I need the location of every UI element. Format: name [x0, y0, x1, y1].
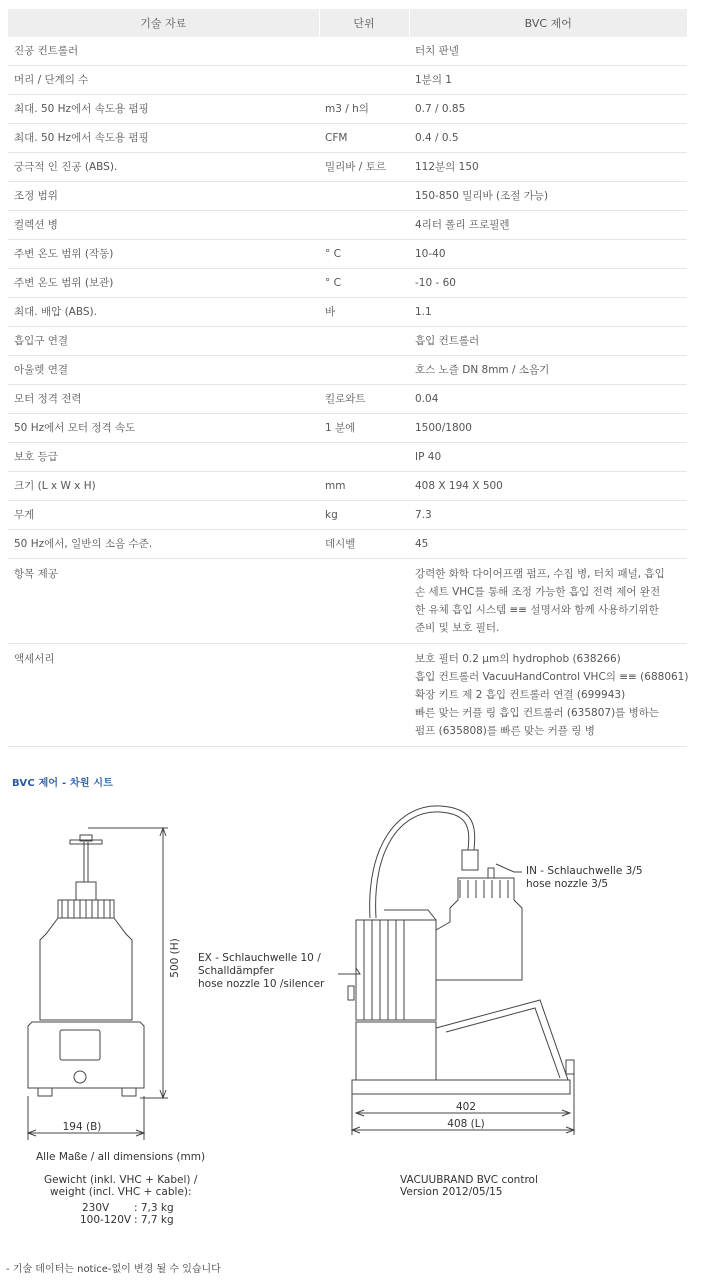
table-cell-param: 아울렛 연결 [8, 356, 319, 385]
footnote: - 기술 데이터는 notice-없이 변경 될 수 있습니다 [6, 1264, 221, 1275]
table-cell-param: 50 Hz에서, 일반의 소음 수준. [8, 530, 319, 559]
weight-label-2: weight (incl. VHC + cable): [50, 1186, 192, 1198]
table-header-row [8, 9, 687, 37]
table-cell-unit: 바 [319, 298, 409, 327]
table-row [8, 37, 687, 66]
table-cell-param: 보호 등급 [8, 443, 319, 472]
table-cell-value: 0.7 / 0.85 [409, 95, 687, 124]
dimension-drawing [0, 790, 701, 1250]
table-row [8, 298, 687, 327]
weight-100-voltage: 100-120V [80, 1214, 132, 1226]
table-cell-unit: 킬로와트 [319, 385, 409, 414]
table-cell-unit: 1 분에 [319, 414, 409, 443]
table-cell-unit: m3 / h의 [319, 95, 409, 124]
front-view-pump [28, 835, 144, 1096]
header-spec: 기술 자료 [8, 9, 319, 37]
table-row [8, 182, 687, 211]
table-cell-unit [319, 182, 409, 211]
table-row [8, 66, 687, 95]
table-cell-value [409, 644, 687, 747]
in-nozzle-label-2: hose nozzle 3/5 [526, 878, 609, 890]
items-line: 한 유체 흡입 시스템 ≡≡ 설명서와 함께 사용하기위한 [415, 604, 659, 616]
table-cell-param: 주변 온도 범위 (보관) [8, 269, 319, 298]
version-label-2: Version 2012/05/15 [400, 1186, 503, 1198]
accessory-line: 흡입 컨트롤러 VacuuHandControl VHC의 ≡≡ (688061) [415, 671, 689, 683]
table-cell-param: 머리 / 단계의 수 [8, 66, 319, 95]
table-cell-param: 주변 온도 범위 (작동) [8, 240, 319, 269]
table-cell-value: 10-40 [409, 240, 687, 269]
header-unit: 단위 [319, 9, 409, 37]
table-cell-value: 흡입 컨트롤러 [409, 327, 687, 356]
accessory-line: 빠른 맞는 커플 링 흡입 컨트롤러 (635807)를 병하는 [415, 707, 660, 719]
items-line: 손 세트 VHC를 통해 조정 가능한 흡입 전력 제어 완전 [415, 586, 661, 598]
dim-width-label: 194 (B) [62, 1121, 102, 1133]
items-line: 준비 및 보호 필터. [415, 622, 500, 634]
table-cell-value: 4리터 폴리 프로필렌 [409, 211, 687, 240]
table-cell-param: 크기 (L x W x H) [8, 472, 319, 501]
table-cell-value: 45 [409, 530, 687, 559]
header-model: BVC 제어 [409, 9, 687, 37]
table-cell-value: 터치 판넬 [409, 37, 687, 66]
table-cell-value: 1500/1800 [409, 414, 687, 443]
table-row-items-supplied [8, 559, 687, 644]
table-cell-param: 최대. 50 Hz에서 속도용 펌핑 [8, 124, 319, 153]
table-cell-value: 112분의 150 [409, 153, 687, 182]
table-cell-value: 호스 노즐 DN 8mm / 소음기 [409, 356, 687, 385]
table-cell-value: 1.1 [409, 298, 687, 327]
table-cell-param: 컬렉션 병 [8, 211, 319, 240]
table-row [8, 124, 687, 153]
table-cell-unit [319, 37, 409, 66]
table-cell-unit [319, 443, 409, 472]
table-cell-value: 1분의 1 [409, 66, 687, 95]
items-line: 강력한 화학 다이어프램 펌프, 수집 병, 터치 패널, 흡입 [415, 568, 665, 580]
width-dimension [28, 1096, 144, 1140]
table-cell-value: 408 X 194 X 500 [409, 472, 687, 501]
table-row [8, 472, 687, 501]
table-cell-value: 0.4 / 0.5 [409, 124, 687, 153]
table-cell-param: 무게 [8, 501, 319, 530]
table-row [8, 95, 687, 124]
table-row [8, 530, 687, 559]
table-cell-param: 모터 정격 전력 [8, 385, 319, 414]
table-cell-value [409, 559, 687, 644]
version-label-1: VACUUBRAND BVC control [400, 1174, 538, 1186]
table-row [8, 211, 687, 240]
table-cell-value: 7.3 [409, 501, 687, 530]
ex-nozzle-label-2: Schalldämpfer [198, 965, 274, 977]
table-cell-param: 흡입구 연결 [8, 327, 319, 356]
table-cell-param: 항목 제공 [8, 559, 319, 644]
all-dimensions-note: Alle Maße / all dimensions (mm) [36, 1151, 206, 1163]
table-cell-unit [319, 644, 409, 747]
table-row [8, 327, 687, 356]
spec-table [8, 9, 687, 747]
table-cell-unit: 데시벨 [319, 530, 409, 559]
dim-402-label: 402 [455, 1101, 477, 1113]
table-cell-param: 진공 컨트롤러 [8, 37, 319, 66]
side-view-pump [348, 806, 574, 1094]
table-row [8, 269, 687, 298]
weight-100-value: : 7,7 kg [134, 1214, 174, 1226]
table-cell-unit [319, 559, 409, 644]
table-cell-value: 0.04 [409, 385, 687, 414]
leader-lines [338, 864, 522, 974]
weight-label-1: Gewicht (inkl. VHC + Kabel) / [44, 1174, 198, 1186]
table-row [8, 414, 687, 443]
weight-230-value: : 7,3 kg [134, 1202, 174, 1214]
table-body [8, 37, 687, 747]
table-cell-unit: CFM [319, 124, 409, 153]
ex-nozzle-label-1: EX - Schlauchwelle 10 / [198, 952, 321, 964]
dim-height-label: 500 (H) [169, 938, 181, 978]
table-row [8, 153, 687, 182]
dimension-sheet-title: BVC 제어 - 차원 시트 [12, 778, 114, 789]
table-cell-value: IP 40 [409, 443, 687, 472]
table-cell-param: 50 Hz에서 모터 정격 속도 [8, 414, 319, 443]
table-cell-unit: ° C [319, 240, 409, 269]
table-cell-param: 궁극적 인 진공 (ABS). [8, 153, 319, 182]
in-nozzle-label-1: IN - Schlauchwelle 3/5 [526, 865, 643, 877]
table-cell-unit [319, 66, 409, 95]
table-row [8, 385, 687, 414]
table-row-accessories [8, 644, 687, 747]
table-cell-param: 조정 범위 [8, 182, 319, 211]
table-cell-param: 최대. 배압 (ABS). [8, 298, 319, 327]
accessory-line: 확장 키트 제 2 흡입 컨트롤러 연결 (699943) [415, 689, 626, 701]
accessory-line: 펌프 (635808)를 빠른 맞는 커플 링 병 [415, 725, 595, 737]
accessory-line: 보호 필터 0.2 μm의 hydrophob (638266) [415, 653, 621, 665]
table-cell-value: -10 - 60 [409, 269, 687, 298]
table-cell-param: 최대. 50 Hz에서 속도용 펌핑 [8, 95, 319, 124]
weight-230-voltage: 230V [82, 1202, 110, 1214]
table-cell-unit: kg [319, 501, 409, 530]
table-cell-unit: 밀리바 / 토르 [319, 153, 409, 182]
table-cell-unit: ° C [319, 269, 409, 298]
table-cell-value: 150-850 밀리바 (조절 가능) [409, 182, 687, 211]
table-cell-unit: mm [319, 472, 409, 501]
table-cell-unit [319, 327, 409, 356]
dim-length-label: 408 (L) [447, 1118, 485, 1130]
table-row [8, 356, 687, 385]
ex-nozzle-label-3: hose nozzle 10 /silencer [198, 978, 325, 990]
table-row [8, 240, 687, 269]
table-row [8, 443, 687, 472]
table-cell-unit [319, 211, 409, 240]
table-cell-param: 액세서리 [8, 644, 319, 747]
table-row [8, 501, 687, 530]
table-cell-unit [319, 356, 409, 385]
